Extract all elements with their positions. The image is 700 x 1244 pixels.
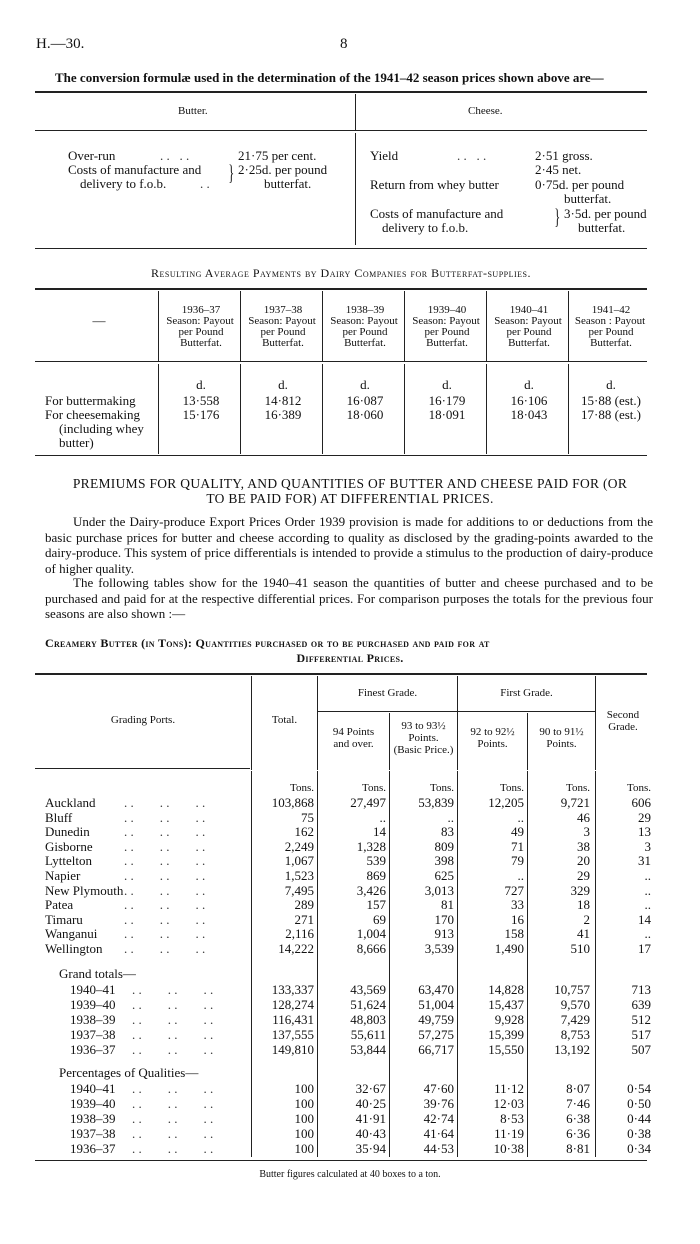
percentage-year: 1939–40 <box>70 1096 116 1111</box>
butter-cell: 133,337 <box>271 982 314 997</box>
butter-overrun-value: 21·75 per cent. <box>238 148 317 163</box>
payments-butter-value: 14·812 <box>264 393 302 408</box>
grand-total-year: 1936–37 <box>70 1042 116 1057</box>
payments-unit: d. <box>606 377 616 392</box>
butter-unit-label: Tons. <box>566 782 590 794</box>
butter-cell: 51,624 <box>350 997 386 1012</box>
payments-divider <box>158 364 159 454</box>
leader-dots: . . . . . . <box>132 1027 214 1042</box>
payments-butter-value: 16·087 <box>346 393 384 408</box>
butter-cell: 1,328 <box>356 838 386 854</box>
payments-row-cheese-label-3: butter) <box>59 435 94 450</box>
payments-unit: d. <box>442 377 452 392</box>
payments-row-cheese-label-2: (including whey <box>59 421 144 436</box>
butter-cell: 639 <box>631 997 651 1012</box>
butter-cell: 32·67 <box>355 1081 386 1096</box>
butter-table-divider <box>389 771 390 1157</box>
leader-dots: . . . . . . <box>124 838 206 854</box>
butter-port-name: Wanganui <box>45 926 98 942</box>
butter-cell: 15,399 <box>488 1027 524 1042</box>
butter-cell: 3,426 <box>356 882 386 898</box>
butter-costs-value-2: butterfat. <box>264 176 312 191</box>
butter-table-divider <box>527 771 528 1157</box>
butter-cell: 1,523 <box>284 868 314 883</box>
leader-dots: . . . . . . <box>124 926 206 942</box>
butter-cell: 79 <box>511 853 524 869</box>
payments-col-line2: per Pound <box>178 326 224 338</box>
butter-cell: .. <box>517 809 524 825</box>
butter-cell: 137,555 <box>271 1027 314 1042</box>
butter-header-92-2: Points. <box>477 738 508 750</box>
butter-cell: 71 <box>511 838 524 854</box>
payments-col-year: 1939–40 <box>427 304 467 316</box>
leader-dots: . . . . . . <box>132 1126 214 1141</box>
cheese-whey-value-1: 0·75d. per pound <box>535 177 625 192</box>
butter-cell: 47·60 <box>423 1081 454 1096</box>
cheese-costs-label-2: delivery to f.o.b. <box>382 220 469 235</box>
premiums-paragraph-2: The following tables show for the 1940–41 season the quantities of butter and cheese purchased and to be purchased and paid for at the respective differential prices. For comparison purposes the totals for the previous four seasons are also shown :— <box>45 575 653 621</box>
butter-cell: 149,810 <box>271 1042 314 1057</box>
butter-cell: .. <box>644 926 651 942</box>
butter-cell: 10,757 <box>554 982 590 997</box>
payments-col-line3: Butterfat. <box>180 337 222 349</box>
butter-table-divider <box>317 771 318 1157</box>
percentages-label: Percentages of Qualities— <box>59 1065 199 1080</box>
butter-cell: 14 <box>373 824 386 840</box>
butter-cell: 6·36 <box>566 1126 590 1141</box>
butter-cell: 81 <box>441 897 454 913</box>
leader-dots: . . . . . . <box>132 982 214 997</box>
butter-header-finest: Finest Grade. <box>357 687 418 699</box>
cheese-costs-value-2: butterfat. <box>578 220 626 235</box>
butter-heading: Butter. <box>178 105 208 117</box>
butter-cell: 14,222 <box>278 941 314 956</box>
payments-cheese-value: 16·389 <box>264 407 302 422</box>
butter-cell: 512 <box>631 1012 651 1027</box>
butter-cell: 100 <box>294 1081 314 1096</box>
butter-cell: 75 <box>301 809 314 825</box>
leader-dots: . . . . . . <box>124 795 206 810</box>
grand-total-year: 1938–39 <box>70 1012 116 1027</box>
butter-cell: 18 <box>577 897 590 913</box>
payments-col-line1: Season: Payout <box>166 315 234 327</box>
butter-port-name: Napier <box>45 868 81 883</box>
payments-col-year: 1941–42 <box>591 304 631 316</box>
butter-unit-label: Tons. <box>500 782 524 794</box>
butter-cell: 7·46 <box>566 1096 590 1111</box>
butter-port-name: Patea <box>45 897 74 913</box>
butter-cell: 39·76 <box>423 1096 454 1111</box>
payments-col-year: 1937–38 <box>263 304 303 316</box>
cheese-yield-value-1: 2·51 gross. <box>535 148 593 163</box>
butter-cell: 53,844 <box>350 1042 386 1057</box>
butter-table-top-rule <box>35 673 647 675</box>
payments-unit: d. <box>360 377 370 392</box>
formulae-header-rule <box>35 130 647 131</box>
payments-col-year: 1940–41 <box>509 304 549 316</box>
butter-cell: .. <box>379 809 386 825</box>
butter-cell: 3 <box>644 838 651 854</box>
butter-cell: 507 <box>631 1042 651 1057</box>
butter-cell: 31 <box>638 853 651 869</box>
butter-cell: 606 <box>631 795 651 810</box>
payments-col-line2: per Pound <box>342 326 388 338</box>
butter-table-group-rule <box>318 711 595 712</box>
payments-unit: d. <box>524 377 534 392</box>
butter-table-header-rule <box>35 768 250 769</box>
butter-cell: 517 <box>631 1027 651 1042</box>
payments-col-line1: Season: Payout <box>494 315 562 327</box>
leader-dots: . . . . . . <box>124 911 206 927</box>
butter-cell: 33 <box>511 897 524 913</box>
butter-cell: 43,569 <box>350 982 386 997</box>
butter-header-92-1: 92 to 92½ <box>470 726 515 738</box>
butter-cell: 69 <box>373 911 386 927</box>
leader-dots: . . . . . . <box>132 1081 214 1096</box>
butter-cell: 8·53 <box>500 1111 524 1126</box>
payments-cheese-value: 18·091 <box>428 407 466 422</box>
grand-total-year: 1940–41 <box>70 982 116 997</box>
payments-dash: — <box>92 313 106 328</box>
payments-col-line3: Butterfat. <box>262 337 304 349</box>
butter-cell: 8·81 <box>566 1141 590 1156</box>
butter-header-93-1: 93 to 93½ <box>401 720 446 732</box>
butter-cell: 0·50 <box>627 1096 651 1111</box>
butter-cell: 157 <box>366 897 386 913</box>
butter-table-divider <box>457 771 458 1157</box>
payments-row-cheese-label-1: For cheesemaking <box>45 407 140 422</box>
cheese-costs-label-1: Costs of manufacture and <box>370 206 504 221</box>
butter-cell: 9,570 <box>560 997 590 1012</box>
butter-cell: 158 <box>504 926 524 942</box>
butter-cell: 16 <box>511 911 524 927</box>
butter-header-total: Total. <box>271 714 298 726</box>
butter-header-second-1: Second <box>606 709 640 721</box>
payments-col-line3: Butterfat. <box>344 337 386 349</box>
butter-port-name: Dunedin <box>45 824 90 840</box>
leader-dots: . . . . . . <box>124 853 206 869</box>
butter-cell: .. <box>447 809 454 825</box>
payments-cheese-value: 15·176 <box>182 407 220 422</box>
butter-cell: 10·38 <box>493 1141 524 1156</box>
cheese-whey-label: Return from whey butter <box>370 177 499 192</box>
payments-col-line3: Butterfat. <box>426 337 468 349</box>
butter-cell: 2 <box>583 911 590 927</box>
butter-unit-label: Tons. <box>362 782 386 794</box>
payments-cheese-value: 17·88 (est.) <box>581 407 641 422</box>
butter-cell: 63,470 <box>418 982 454 997</box>
payments-col-year: 1936–37 <box>181 304 221 316</box>
butter-unit-label: Tons. <box>430 782 454 794</box>
butter-cell: 13 <box>638 824 651 840</box>
payments-col-line2: per Pound <box>506 326 552 338</box>
butter-cell: 398 <box>434 853 454 869</box>
butter-cell: 0·54 <box>627 1081 651 1096</box>
butter-table-bottom-rule <box>35 1160 647 1161</box>
leader-dots: . . . . <box>160 148 190 163</box>
butter-cell: 49 <box>511 824 524 840</box>
premiums-heading-line-1: PREMIUMS FOR QUALITY, AND QUANTITIES OF BUTTER AND CHEESE PAID FOR (OR <box>72 476 628 491</box>
percentage-year: 1938–39 <box>70 1111 116 1126</box>
formulae-top-rule <box>35 91 647 93</box>
butter-cell: 13,192 <box>554 1042 590 1057</box>
leader-dots: . . . . <box>457 148 487 163</box>
butter-cell: 103,868 <box>271 795 314 810</box>
leader-dots: . . . . . . <box>132 1042 214 1057</box>
butter-cell: 55,611 <box>350 1027 386 1042</box>
leader-dots: . . . . . . <box>124 882 206 898</box>
butter-cell: 41·64 <box>423 1126 454 1141</box>
butter-cell: 9,721 <box>560 795 590 810</box>
butter-cell: .. <box>644 897 651 913</box>
butter-port-name: Lyttelton <box>45 853 92 869</box>
butter-cell: 29 <box>577 868 590 883</box>
payments-cheese-value: 18·043 <box>510 407 548 422</box>
butter-cell: 100 <box>294 1141 314 1156</box>
butter-cell: 869 <box>366 868 386 883</box>
formulae-intro: The conversion formulæ used in the determination of the 1941–42 season prices shown above are— <box>55 70 604 85</box>
butter-cell: 27,497 <box>350 795 386 810</box>
butter-cell: 2,116 <box>285 926 314 942</box>
grand-totals-label: Grand totals— <box>59 966 136 981</box>
butter-header-93-3: (Basic Price.) <box>393 744 454 756</box>
payments-header-rule <box>35 361 647 362</box>
butter-cell: 48,803 <box>350 1012 386 1027</box>
premiums-paragraph-1: Under the Dairy-produce Export Prices Order 1939 provision is made for additions to or deductions from the basic purchase prices for butter and cheese according to quality as disclosed by the grading-points awarded to the dairy-produce. This system of price differentials is intended to provide a stimulus to the production of dairy-produce of higher quality. <box>45 514 653 576</box>
leader-dots: . . <box>200 176 210 191</box>
payments-col-line1: Season: Payout <box>248 315 316 327</box>
butter-cell: 3 <box>583 824 590 840</box>
butter-cell: 6·38 <box>566 1111 590 1126</box>
payments-butter-value: 15·88 (est.) <box>581 393 641 408</box>
butter-costs-value-1: 2·25d. per pound <box>238 162 328 177</box>
butter-cell: .. <box>644 882 651 898</box>
brace-icon: } <box>228 160 235 185</box>
butter-cell: 510 <box>570 941 590 956</box>
leader-dots: . . . . . . <box>132 1096 214 1111</box>
butter-port-name: Timaru <box>45 911 83 927</box>
payments-top-rule <box>35 288 647 290</box>
butter-port-name: Bluff <box>45 809 73 825</box>
butter-costs-label-1: Costs of manufacture and <box>68 162 202 177</box>
percentage-year: 1937–38 <box>70 1126 116 1141</box>
butter-port-name: Gisborne <box>45 838 93 854</box>
butter-cell: 40·43 <box>355 1126 386 1141</box>
butter-cell: 8,753 <box>560 1027 590 1042</box>
cheese-heading: Cheese. <box>468 105 503 117</box>
leader-dots: . . . . . . <box>132 1111 214 1126</box>
butter-cell: 162 <box>294 824 314 840</box>
butter-cell: 49,759 <box>418 1012 454 1027</box>
butter-cell: 8,666 <box>356 941 386 956</box>
formulae-body-divider <box>355 133 356 245</box>
percentage-year: 1936–37 <box>70 1141 116 1156</box>
butter-cell: 38 <box>577 838 590 854</box>
butter-cell: 12,205 <box>488 795 524 810</box>
butter-cell: 128,274 <box>271 997 314 1012</box>
butter-cell: 17 <box>638 941 651 956</box>
butter-port-name: Auckland <box>45 795 96 810</box>
butter-cell: 42·74 <box>423 1111 454 1126</box>
butter-cell: 83 <box>441 824 454 840</box>
payments-title: Resulting Average Payments by Dairy Companies for Butterfat-supplies. <box>151 266 531 280</box>
butter-port-name: New Plymouth <box>45 882 124 898</box>
payments-butter-value: 16·179 <box>428 393 466 408</box>
payments-col-year: 1938–39 <box>345 304 385 316</box>
formulae-header-divider <box>355 94 356 130</box>
butter-cell: 8·07 <box>566 1081 590 1096</box>
butter-cell: 809 <box>434 838 454 854</box>
payments-col-line2: per Pound <box>260 326 306 338</box>
butter-table-title-1: Creamery Butter (in Tons): Quantities purchased or to be purchased and paid for at <box>45 636 490 650</box>
cheese-yield-label: Yield <box>370 148 399 163</box>
butter-unit-label: Tons. <box>627 782 651 794</box>
butter-table-title-2: Differential Prices. <box>296 651 404 665</box>
butter-cell: 625 <box>434 868 454 883</box>
leader-dots: . . . . . . <box>124 868 206 883</box>
butter-cell: 9,928 <box>494 1012 524 1027</box>
leader-dots: . . . . . . <box>132 997 214 1012</box>
butter-header-ports: Grading Ports. <box>110 714 176 726</box>
butter-cell: .. <box>644 868 651 883</box>
payments-unit: d. <box>196 377 206 392</box>
butter-cell: 3,539 <box>424 941 454 956</box>
butter-header-second-2: Grade. <box>608 721 638 733</box>
butter-cell: 100 <box>294 1111 314 1126</box>
butter-cell: 57,275 <box>418 1027 454 1042</box>
butter-cell: 44·53 <box>423 1141 454 1156</box>
butter-cell: 15,550 <box>488 1042 524 1057</box>
butter-cell: 12·03 <box>493 1096 524 1111</box>
butter-cell: 271 <box>294 911 314 927</box>
payments-col-line3: Butterfat. <box>508 337 550 349</box>
butter-cell: 66,717 <box>418 1042 454 1057</box>
butter-cell: 3,013 <box>424 882 454 898</box>
payments-col-line3: Butterfat. <box>590 337 632 349</box>
butter-cell: 713 <box>631 982 651 997</box>
butter-cell: 170 <box>434 911 454 927</box>
butter-cell: 100 <box>294 1126 314 1141</box>
butter-cell: 51,004 <box>418 997 454 1012</box>
butter-cell: 289 <box>294 897 314 913</box>
butter-cell: 329 <box>570 882 590 898</box>
butter-cell: 913 <box>434 926 454 942</box>
butter-overrun-label: Over-run <box>68 148 116 163</box>
butter-unit-label: Tons. <box>290 782 314 794</box>
page-number: 8 <box>340 36 348 52</box>
brace-icon: } <box>554 204 561 229</box>
grand-total-year: 1939–40 <box>70 997 116 1012</box>
butter-cell: 2,249 <box>284 838 314 854</box>
butter-cell: 11·19 <box>494 1126 524 1141</box>
payments-unit: d. <box>278 377 288 392</box>
butter-cell: 7,429 <box>560 1012 590 1027</box>
butter-cell: 1,004 <box>356 926 386 942</box>
butter-header-90-2: Points. <box>546 738 577 750</box>
butter-cell: 7,495 <box>284 882 314 898</box>
butter-cell: .. <box>517 868 524 883</box>
leader-dots: . . . . . . <box>124 809 206 825</box>
leader-dots: . . . . . . <box>124 824 206 840</box>
butter-cell: 53,839 <box>418 795 454 810</box>
leader-dots: . . . . . . <box>132 1012 214 1027</box>
payments-butter-value: 13·558 <box>182 393 220 408</box>
butter-cell: 0·44 <box>627 1111 651 1126</box>
cheese-costs-value-1: 3·5d. per pound <box>564 206 647 221</box>
butter-cell: 35·94 <box>355 1141 386 1156</box>
leader-dots: . . . . . . <box>132 1141 214 1156</box>
butter-table-divider <box>595 771 596 1157</box>
butter-cell: 41·91 <box>355 1111 386 1126</box>
butter-table-divider <box>251 771 252 1157</box>
cheese-yield-value-2: 2·45 net. <box>535 162 582 177</box>
butter-cell: 40·25 <box>355 1096 386 1111</box>
butter-cell: 100 <box>294 1096 314 1111</box>
butter-cell: 1,067 <box>284 853 314 869</box>
butter-cell: 29 <box>638 809 651 825</box>
butter-costs-label-2: delivery to f.o.b. <box>80 176 167 191</box>
payments-col-line1: Season: Payout <box>412 315 480 327</box>
butter-cell: 41 <box>577 926 590 942</box>
butter-cell: 1,490 <box>494 941 524 956</box>
butter-header-93-2: Points. <box>408 732 439 744</box>
percentage-year: 1940–41 <box>70 1081 116 1096</box>
butter-port-name: Wellington <box>45 941 103 956</box>
payments-cheese-value: 18·060 <box>346 407 384 422</box>
payments-col-line1: Season: Payout <box>330 315 398 327</box>
butter-header-90-1: 90 to 91½ <box>539 726 584 738</box>
butter-cell: 14,828 <box>488 982 524 997</box>
payments-col-line2: per Pound <box>588 326 634 338</box>
butter-cell: 46 <box>577 809 590 825</box>
butter-cell: 14 <box>638 911 651 927</box>
butter-table-footnote: Butter figures calculated at 40 boxes to a ton. <box>259 1169 441 1180</box>
butter-cell: 11·12 <box>494 1081 524 1096</box>
payments-col-line1: Season : Payout <box>574 315 646 327</box>
leader-dots: . . . . . . <box>124 897 206 913</box>
butter-header-94-1: 94 Points <box>332 726 375 738</box>
butter-header-first: First Grade. <box>500 687 553 699</box>
payments-bottom-rule <box>35 455 647 456</box>
premiums-heading-line-2: TO BE PAID FOR) AT DIFFERENTIAL PRICES. <box>206 491 494 506</box>
payments-col-line2: per Pound <box>424 326 470 338</box>
butter-cell: 20 <box>577 853 590 869</box>
butter-cell: 116,431 <box>272 1012 314 1027</box>
leader-dots: . . . . . . <box>124 941 206 956</box>
payments-butter-value: 16·106 <box>510 393 548 408</box>
butter-cell: 15,437 <box>488 997 524 1012</box>
butter-cell: 727 <box>504 882 524 898</box>
butter-cell: 539 <box>366 853 386 869</box>
grand-total-year: 1937–38 <box>70 1027 116 1042</box>
formulae-bottom-rule <box>35 248 647 249</box>
butter-cell: 0·38 <box>627 1126 651 1141</box>
payments-row-butter-label: For buttermaking <box>45 393 136 408</box>
cheese-whey-value-2: butterfat. <box>564 191 612 206</box>
butter-cell: 0·34 <box>627 1141 651 1156</box>
butter-header-94-2: and over. <box>333 738 374 750</box>
page-reference: H.—30. <box>36 36 85 52</box>
